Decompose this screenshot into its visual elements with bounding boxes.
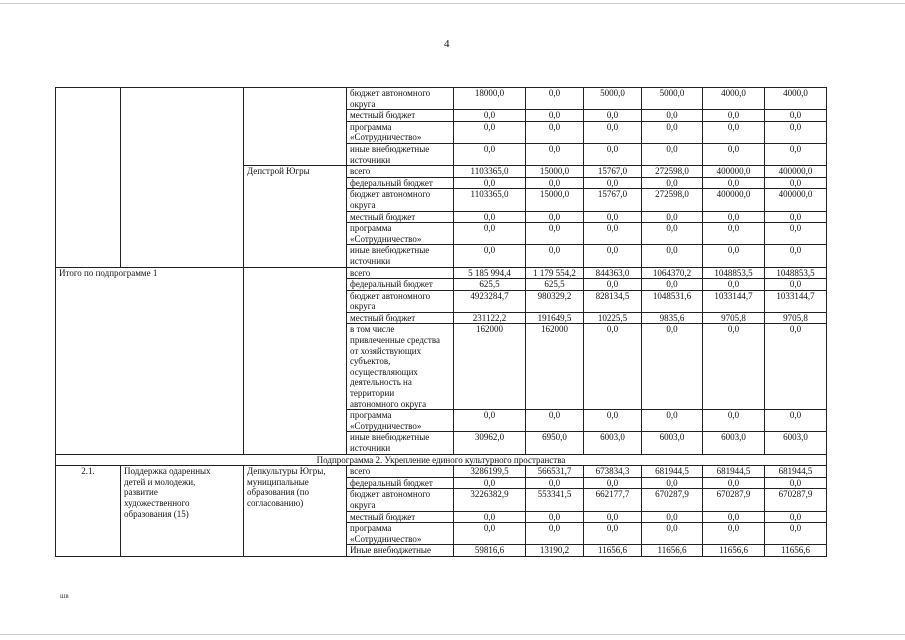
table-row <box>56 267 827 279</box>
value-cell: 15767,0 <box>584 189 642 211</box>
value-cell: 0,0 <box>584 279 642 291</box>
value-cell: 0,0 <box>454 143 526 165</box>
value-cell: 3286199,5 <box>454 466 526 478</box>
value-cell: 0,0 <box>703 110 765 122</box>
value-cell: 272598,0 <box>642 189 703 211</box>
value-cell: 566531,7 <box>526 466 584 478</box>
value-cell: 0,0 <box>454 121 526 143</box>
funding-source: в том числе привлеченные средства от хозяйствующих субъектов, осуществляющих деятельность на территории автономного округа <box>347 324 454 410</box>
value-cell: 662177,7 <box>584 489 642 511</box>
value-cell: 0,0 <box>642 211 703 223</box>
value-cell: 9705,8 <box>703 312 765 324</box>
value-cell: 162000 <box>526 324 584 410</box>
value-cell: 0,0 <box>703 477 765 489</box>
value-cell: 0,0 <box>454 410 526 432</box>
value-cell: 0,0 <box>526 245 584 267</box>
value-cell: 0,0 <box>584 245 642 267</box>
value-cell: 1103365,0 <box>454 166 526 178</box>
value-cell: 59816,6 <box>454 545 526 557</box>
value-cell: 0,0 <box>703 523 765 545</box>
value-cell: 0,0 <box>703 211 765 223</box>
responsible-executor <box>244 88 347 166</box>
value-cell: 272598,0 <box>642 166 703 178</box>
item-number: 2.1. <box>56 466 121 557</box>
value-cell: 6003,0 <box>584 432 642 454</box>
value-cell: 15000,0 <box>526 189 584 211</box>
funding-source: иные внебюджетные источники <box>347 245 454 267</box>
value-cell: 844363,0 <box>584 267 642 279</box>
value-cell: 1048531,6 <box>642 290 703 312</box>
value-cell: 0,0 <box>584 477 642 489</box>
funding-source: всего <box>347 466 454 478</box>
responsible-executor: Депкультуры Югры, муниципальные образования (по согласованию) <box>244 466 347 557</box>
value-cell: 6003,0 <box>642 432 703 454</box>
value-cell: 0,0 <box>584 523 642 545</box>
value-cell: 0,0 <box>454 523 526 545</box>
value-cell: 11656,6 <box>584 545 642 557</box>
value-cell: 11656,6 <box>765 545 827 557</box>
funding-source: иные внебюджетные источники <box>347 143 454 165</box>
value-cell: 15000,0 <box>526 166 584 178</box>
value-cell: 9835,6 <box>642 312 703 324</box>
value-cell: 0,0 <box>584 110 642 122</box>
value-cell: 9705,8 <box>765 312 827 324</box>
table-body <box>56 88 827 557</box>
value-cell: 191649,5 <box>526 312 584 324</box>
value-cell: 0,0 <box>765 143 827 165</box>
value-cell: 0,0 <box>765 410 827 432</box>
funding-source: местный бюджет <box>347 211 454 223</box>
value-cell: 0,0 <box>642 110 703 122</box>
value-cell: 11656,6 <box>703 545 765 557</box>
item-number <box>56 88 121 268</box>
value-cell: 18000,0 <box>454 88 526 110</box>
funding-table <box>55 87 827 557</box>
table-row <box>56 466 827 478</box>
value-cell: 0,0 <box>526 143 584 165</box>
responsible-executor <box>244 267 347 454</box>
value-cell: 0,0 <box>642 410 703 432</box>
value-cell: 625,5 <box>454 279 526 291</box>
value-cell: 0,0 <box>584 121 642 143</box>
value-cell: 0,0 <box>526 110 584 122</box>
value-cell: 670287,9 <box>765 489 827 511</box>
value-cell: 0,0 <box>703 121 765 143</box>
funding-source: местный бюджет <box>347 511 454 523</box>
value-cell: 400000,0 <box>765 166 827 178</box>
funding-source: всего <box>347 267 454 279</box>
value-cell: 0,0 <box>454 211 526 223</box>
funding-source: бюджет автономного округа <box>347 88 454 110</box>
value-cell: 0,0 <box>765 177 827 189</box>
funding-source: местный бюджет <box>347 110 454 122</box>
value-cell: 0,0 <box>765 211 827 223</box>
value-cell: 0,0 <box>584 211 642 223</box>
value-cell: 0,0 <box>526 223 584 245</box>
funding-source: бюджет автономного округа <box>347 489 454 511</box>
value-cell: 1033144,7 <box>765 290 827 312</box>
scan-edge-top <box>0 3 905 4</box>
value-cell: 0,0 <box>454 110 526 122</box>
value-cell: 400000,0 <box>703 189 765 211</box>
value-cell: 670287,9 <box>703 489 765 511</box>
value-cell: 0,0 <box>642 223 703 245</box>
value-cell: 0,0 <box>765 245 827 267</box>
value-cell: 0,0 <box>526 211 584 223</box>
funding-source: местный бюджет <box>347 312 454 324</box>
value-cell: 5000,0 <box>642 88 703 110</box>
value-cell: 15767,0 <box>584 166 642 178</box>
subprogram-title: Подпрограмма 2. Укрепление единого культурного пространства <box>56 454 827 466</box>
funding-source: федеральный бюджет <box>347 279 454 291</box>
value-cell: 0,0 <box>765 523 827 545</box>
value-cell: 0,0 <box>642 245 703 267</box>
item-description <box>121 88 244 268</box>
funding-source: программа «Сотрудничество» <box>347 523 454 545</box>
value-cell: 0,0 <box>642 279 703 291</box>
value-cell: 0,0 <box>526 477 584 489</box>
value-cell: 553341,5 <box>526 489 584 511</box>
value-cell: 0,0 <box>454 245 526 267</box>
value-cell: 1048853,5 <box>703 267 765 279</box>
value-cell: 0,0 <box>454 477 526 489</box>
value-cell: 0,0 <box>642 143 703 165</box>
value-cell: 0,0 <box>703 324 765 410</box>
funding-source: бюджет автономного округа <box>347 290 454 312</box>
funding-source: федеральный бюджет <box>347 177 454 189</box>
value-cell: 0,0 <box>584 324 642 410</box>
subprogram-header-row <box>56 454 827 466</box>
value-cell: 0,0 <box>765 477 827 489</box>
funding-source: всего <box>347 166 454 178</box>
value-cell: 6950,0 <box>526 432 584 454</box>
value-cell: 400000,0 <box>703 166 765 178</box>
value-cell: 4923284,7 <box>454 290 526 312</box>
item-description: Поддержка одаренных детей и молодежи, развитие художественного образования (15) <box>121 466 244 557</box>
funding-source: программа «Сотрудничество» <box>347 410 454 432</box>
value-cell: 0,0 <box>526 410 584 432</box>
value-cell: 0,0 <box>454 511 526 523</box>
value-cell: 5 185 994,4 <box>454 267 526 279</box>
value-cell: 0,0 <box>584 177 642 189</box>
value-cell: 0,0 <box>584 511 642 523</box>
value-cell: 0,0 <box>703 177 765 189</box>
value-cell: 0,0 <box>526 177 584 189</box>
value-cell: 0,0 <box>454 177 526 189</box>
value-cell: 3226382,9 <box>454 489 526 511</box>
value-cell: 1103365,0 <box>454 189 526 211</box>
value-cell: 162000 <box>454 324 526 410</box>
value-cell: 0,0 <box>765 121 827 143</box>
value-cell: 0,0 <box>765 511 827 523</box>
value-cell: 670287,9 <box>642 489 703 511</box>
value-cell: 0,0 <box>584 143 642 165</box>
value-cell: 0,0 <box>642 477 703 489</box>
value-cell: 0,0 <box>765 279 827 291</box>
value-cell: 0,0 <box>703 279 765 291</box>
value-cell: 6003,0 <box>703 432 765 454</box>
value-cell: 1033144,7 <box>703 290 765 312</box>
value-cell: 1064370,2 <box>642 267 703 279</box>
funding-source: бюджет автономного округа <box>347 189 454 211</box>
value-cell: 828134,5 <box>584 290 642 312</box>
value-cell: 0,0 <box>642 523 703 545</box>
footer-mark: шв <box>60 592 69 600</box>
table-row <box>56 88 827 110</box>
funding-source: федеральный бюджет <box>347 477 454 489</box>
value-cell: 4000,0 <box>703 88 765 110</box>
value-cell: 673834,3 <box>584 466 642 478</box>
value-cell: 0,0 <box>765 110 827 122</box>
funding-source: программа «Сотрудничество» <box>347 121 454 143</box>
value-cell: 6003,0 <box>765 432 827 454</box>
value-cell: 0,0 <box>584 223 642 245</box>
value-cell: 1 179 554,2 <box>526 267 584 279</box>
value-cell: 0,0 <box>454 223 526 245</box>
value-cell: 231122,2 <box>454 312 526 324</box>
funding-source: Иные внебюджетные <box>347 545 454 557</box>
value-cell: 0,0 <box>642 324 703 410</box>
value-cell: 1048853,5 <box>765 267 827 279</box>
value-cell: 625,5 <box>526 279 584 291</box>
value-cell: 5000,0 <box>584 88 642 110</box>
value-cell: 0,0 <box>765 223 827 245</box>
value-cell: 0,0 <box>765 324 827 410</box>
responsible-executor: Депстрой Югры <box>244 166 347 267</box>
funding-source: программа «Сотрудничество» <box>347 223 454 245</box>
value-cell: 0,0 <box>703 410 765 432</box>
value-cell: 0,0 <box>703 245 765 267</box>
value-cell: 400000,0 <box>765 189 827 211</box>
value-cell: 11656,6 <box>642 545 703 557</box>
value-cell: 0,0 <box>526 511 584 523</box>
value-cell: 681944,5 <box>642 466 703 478</box>
scan-edge-bottom <box>0 634 905 635</box>
value-cell: 0,0 <box>642 511 703 523</box>
value-cell: 0,0 <box>526 88 584 110</box>
funding-source: иные внебюджетные источники <box>347 432 454 454</box>
value-cell: 0,0 <box>703 143 765 165</box>
value-cell: 4000,0 <box>765 88 827 110</box>
value-cell: 681944,5 <box>765 466 827 478</box>
value-cell: 0,0 <box>703 223 765 245</box>
value-cell: 980329,2 <box>526 290 584 312</box>
subtotal-label: Итого по подпрограмме 1 <box>56 267 244 454</box>
value-cell: 0,0 <box>642 177 703 189</box>
value-cell: 0,0 <box>703 511 765 523</box>
value-cell: 0,0 <box>526 121 584 143</box>
value-cell: 0,0 <box>584 410 642 432</box>
value-cell: 30962,0 <box>454 432 526 454</box>
value-cell: 0,0 <box>526 523 584 545</box>
value-cell: 13190,2 <box>526 545 584 557</box>
value-cell: 681944,5 <box>703 466 765 478</box>
value-cell: 10225,5 <box>584 312 642 324</box>
page-number: 4 <box>444 38 450 50</box>
value-cell: 0,0 <box>642 121 703 143</box>
